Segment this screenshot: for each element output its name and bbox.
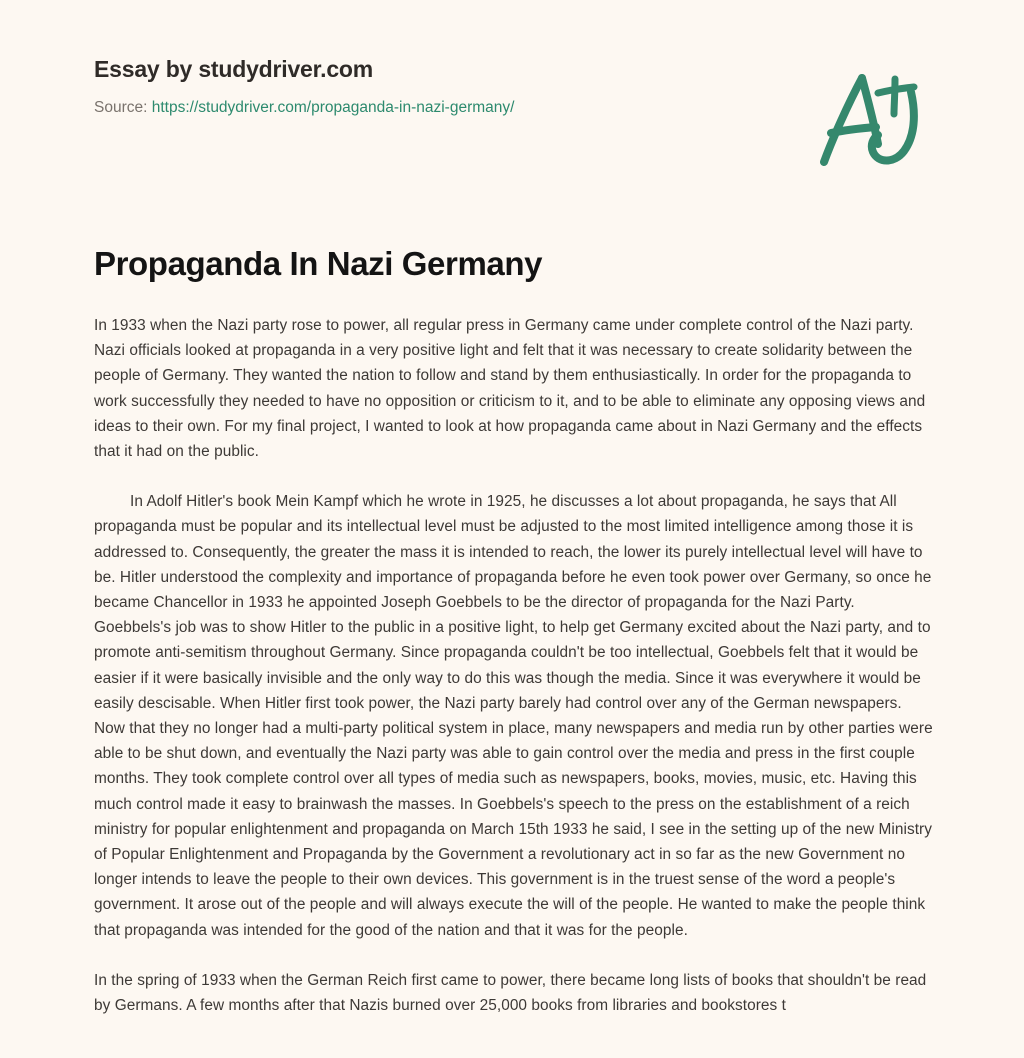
paragraph: In Adolf Hitler's book Mein Kampf which he wrote in 1925, he discusses a lot about propaganda, he says that All propaganda must be popular and its intellectual level must be adjusted to the most limited intelligence among those it is addressed to. Consequently, the greater the mass it is intended to reach, the lower its purely intellectual level will have to be. Hitler understood the complexity and importance of propaganda before he even took power over Germany, so once he became Chancellor in 1933 he appointed Joseph Goebbels to be the director of propaganda for the Nazi Party. Goebbels's job was to show Hitler to the public in a positive light, to help get Germany excited about the Nazi party, and to promote anti-semitism throughout Germany. Since propaganda couldn't be too intellectual, Goebbels felt that it would be easier if it were basically invisible and the only way to do this was though the media. Since it was everywhere it would be easily descisable. When Hitler first took power, the Nazi party barely had control over any of the German newspapers. Now that they no longer had a multi-party political system in place, many newspapers and media run by other parties were able to be shut down, and eventually the Nazi party was able to gain control over the media and press in the first couple months. They took complete control over all types of media such as newspapers, books, movies, music, etc. Having this much control made it easy to brainwash the masses. In Goebbels's speech to the press on the establishment of a reich ministry for popular enlightenment and propaganda on March 15th 1933 he said, I see in the setting up of the new Ministry of Popular Enlightenment and Propaganda by the Government a revolutionary act in so far as the new Government no longer intends to leave the people to their own devices. This government is in the truest sense of the word a people's government. It arose out of the people and will always execute the will of the people. He wanted to make the people think that propaganda was intended for the good of the nation and that it was for the people. [94, 493, 933, 939]
page-header [94, 56, 930, 118]
essay-by-label: Essay by studydriver.com [94, 56, 374, 82]
source-url-link[interactable]: https://studydriver.com/propaganda-in-nazi-germany/ [151, 98, 515, 116]
page-title: Propaganda In Nazi Germany [94, 245, 543, 282]
paragraph: In 1933 when the Nazi party rose to power, all regular press in Germany came under complete control of the Nazi party. Nazi officials looked at propaganda in a very positive light and felt that it was necessary to create solidarity between the people of Germany. They wanted the nation to follow and stand by them enthusiastically. In order for the propaganda to work successfully they needed to have no opposition or criticism to it, and to be able to eliminate any opposing views and ideas to their own. For my final project, I wanted to look at how propaganda came about in Nazi Germany and the effects that it had on the public. [94, 317, 926, 461]
essay-body [94, 313, 936, 1018]
source-line [94, 98, 930, 118]
paragraph: In the spring of 1933 when the German Reich first came to power, there became long lists of books that shouldn't be read by Germans. A few months after that Nazis burned over 25,000 books from libraries and bookstores t [94, 971, 927, 1015]
a-plus-logo-icon [812, 62, 930, 174]
source-label: Source: [94, 98, 148, 116]
